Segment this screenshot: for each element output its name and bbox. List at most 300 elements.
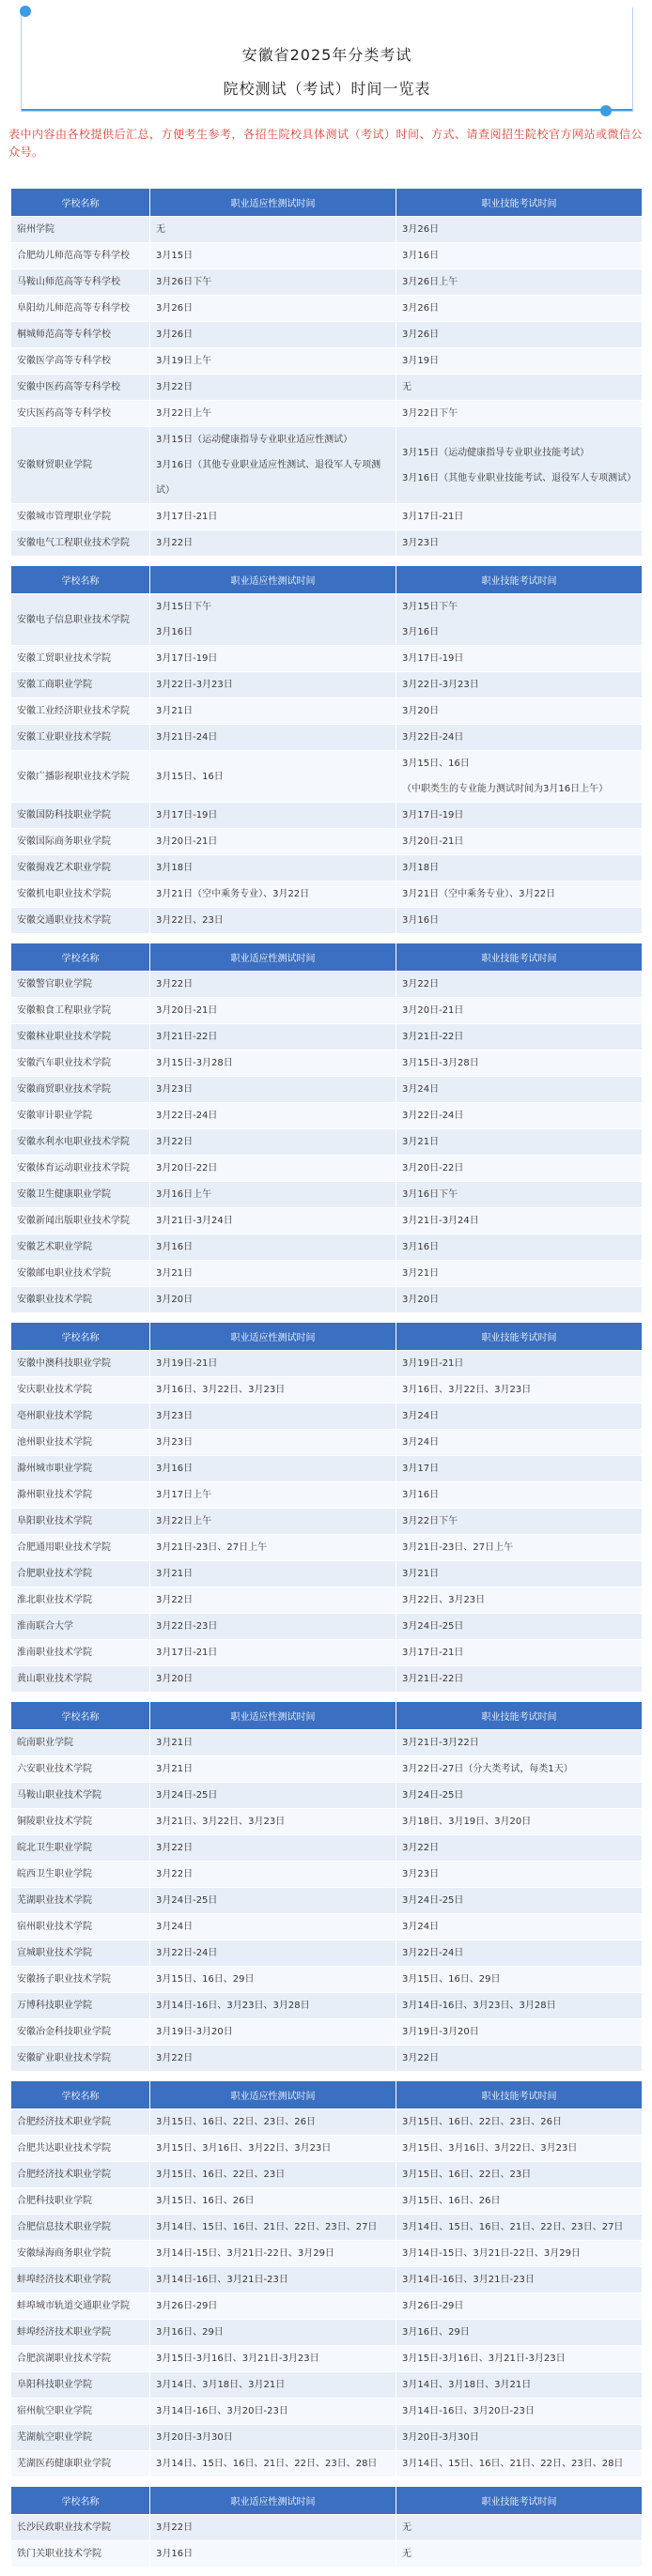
time-text: 3月20日-3月30日	[402, 2432, 479, 2443]
schedule-table	[10, 2486, 643, 2568]
time-text: 3月24日-25日	[402, 1895, 464, 1906]
time-text: 3月14日-15日、3月21日-22日、3月29日	[402, 2248, 581, 2259]
table-row	[11, 2451, 643, 2477]
school-name-cell: 马鞍山师范高等专科学校	[11, 269, 150, 296]
time-text: 3月15日下午	[156, 602, 212, 612]
time-text: 3月18日	[402, 863, 440, 873]
aptitude-test-time-cell	[150, 2267, 396, 2293]
aptitude-test-time-cell	[150, 1967, 396, 1993]
time-text: 3月14日-16日、3月21日-23日	[156, 2275, 288, 2285]
time-text: 3月22日	[402, 1843, 440, 1853]
time-text: 3月22日、3月23日	[402, 1595, 486, 1605]
schedule-table	[10, 188, 643, 557]
time-text: 3月24日	[402, 1411, 440, 1421]
aptitude-test-time-cell	[150, 1261, 396, 1287]
time-text: 3月23日	[156, 1437, 194, 1448]
table-row	[11, 2541, 643, 2568]
skills-exam-time-cell	[396, 1208, 643, 1234]
time-text: 3月14日、15日、16日、21日、22日、23日、28日	[402, 2459, 624, 2469]
table-header-row	[11, 566, 643, 594]
time-text: 3月21日-22日	[402, 1032, 464, 1042]
school-name-cell: 池州职业技术学院	[11, 1430, 150, 1456]
aptitude-test-time-cell	[150, 698, 396, 725]
table-row	[11, 1103, 643, 1129]
time-text: （中职类生的专业能力测试时间为3月16日上午）	[402, 784, 609, 794]
skills-exam-time-cell	[396, 2399, 643, 2425]
table-row	[11, 1156, 643, 1182]
aptitude-test-time-cell	[150, 296, 396, 322]
time-text: 3月16日、3月22日、3月23日	[156, 1385, 286, 1395]
table-row	[11, 2293, 643, 2320]
school-name-cell: 皖西卫生职业学院	[11, 1862, 150, 1888]
time-text: 3月24日-25日	[402, 1790, 464, 1801]
table-row	[11, 672, 643, 698]
time-text: 3月14日-15日、3月21日-22日、3月29日	[156, 2248, 334, 2259]
time-text: 3月20日	[402, 1295, 440, 1305]
page-title: 安徽省2025年分类考试	[241, 46, 412, 64]
table-row	[11, 1456, 643, 1482]
table-row	[11, 1351, 643, 1377]
schedule-tables	[10, 188, 642, 2576]
aptitude-test-time-cell	[150, 322, 396, 348]
aptitude-test-time-cell	[150, 530, 396, 557]
aptitude-test-time-cell	[150, 2109, 396, 2136]
school-name-cell: 宿州学院	[11, 217, 150, 243]
time-text: 3月17日-19日	[156, 653, 218, 664]
skills-exam-time-cell	[396, 322, 643, 348]
title-underline	[22, 109, 632, 111]
aptitude-test-time-cell	[150, 1103, 396, 1129]
table-row	[11, 998, 643, 1024]
column-header: 学校名称	[11, 2487, 150, 2515]
table-row	[11, 1783, 643, 1809]
skills-exam-time-cell	[396, 1050, 643, 1077]
table-row	[11, 908, 643, 934]
time-text: 3月15日、16日、29日	[156, 1974, 255, 1985]
skills-exam-time-cell	[396, 2515, 643, 2541]
aptitude-test-time-cell	[150, 1914, 396, 1940]
time-text: 无	[402, 382, 411, 392]
skills-exam-time-cell	[396, 1783, 643, 1809]
time-text: 3月23日	[156, 1084, 194, 1095]
time-text: 3月21日	[402, 1268, 440, 1279]
aptitude-test-time-cell	[150, 2425, 396, 2451]
aptitude-test-time-cell	[150, 1509, 396, 1535]
column-header: 职业适应性测试时间	[150, 566, 396, 594]
time-text: 3月15日-3月28日	[402, 1058, 479, 1068]
time-text: 3月26日	[156, 330, 194, 340]
column-header: 学校名称	[11, 943, 150, 972]
aptitude-test-time-cell	[150, 1783, 396, 1809]
table-header-row	[11, 1323, 643, 1351]
skills-exam-time-cell	[396, 1156, 643, 1182]
aptitude-test-time-cell	[150, 1993, 396, 2019]
aptitude-test-time-cell	[150, 725, 396, 751]
aptitude-test-time-cell	[150, 348, 396, 375]
skills-exam-time-cell	[396, 2451, 643, 2477]
skills-exam-time-cell	[396, 2346, 643, 2372]
table-row	[11, 1587, 643, 1614]
time-text: 3月22日下午	[402, 408, 458, 419]
skills-exam-time-cell	[396, 829, 643, 855]
time-text: 3月20日-21日	[156, 1005, 218, 1016]
time-text: 3月23日	[156, 1411, 194, 1421]
skills-exam-time-cell	[396, 427, 643, 504]
skills-exam-time-cell	[396, 1756, 643, 1783]
school-name-cell: 安徽国防科技职业学院	[11, 803, 150, 829]
skills-exam-time-cell	[396, 530, 643, 557]
table-row	[11, 2215, 643, 2241]
skills-exam-time-cell	[396, 1482, 643, 1509]
skills-exam-time-cell	[396, 2267, 643, 2293]
table-row	[11, 2019, 643, 2046]
time-text: 3月16日	[402, 251, 440, 261]
time-text: 3月14日、15日、16日、21日、22日、23日、27日	[402, 2222, 624, 2232]
table-row	[11, 1888, 643, 1914]
school-name-cell: 淮北职业技术学院	[11, 1587, 150, 1614]
table-row	[11, 2320, 643, 2346]
table-row	[11, 1535, 643, 1561]
time-text: 3月22日-24日	[402, 1111, 464, 1121]
time-text: 无	[402, 2549, 411, 2559]
aptitude-test-time-cell	[150, 2515, 396, 2541]
aptitude-test-time-cell	[150, 594, 396, 646]
skills-exam-time-cell	[396, 1967, 643, 1993]
table-row	[11, 2046, 643, 2072]
table-row	[11, 751, 643, 803]
time-text: 3月16日	[402, 1242, 440, 1252]
table-row	[11, 2188, 643, 2215]
time-text: 3月14日、15日、16日、21日、22日、23日、28日	[156, 2459, 378, 2469]
aptitude-test-time-cell	[150, 2188, 396, 2215]
aptitude-test-time-cell	[150, 1377, 396, 1403]
school-name-cell: 安徽绿海商务职业学院	[11, 2241, 150, 2267]
skills-exam-time-cell	[396, 2188, 643, 2215]
schedule-table	[10, 2080, 643, 2477]
table-row	[11, 2109, 643, 2136]
column-header: 职业适应性测试时间	[150, 943, 396, 972]
time-text: 3月15日-3月16日、3月21日-3月23日	[402, 2354, 566, 2364]
time-text: 3月14日-16日、3月23日、3月28日	[156, 2001, 310, 2011]
time-text: 3月16日	[156, 1464, 194, 1474]
aptitude-test-time-cell	[150, 269, 396, 296]
aptitude-test-time-cell	[150, 2541, 396, 2568]
corner-dot-icon	[600, 105, 612, 116]
table-row	[11, 1940, 643, 1967]
school-name-cell: 安徽医学高等专科学校	[11, 348, 150, 375]
school-name-cell: 合肥经济技术职业学院	[11, 2109, 150, 2136]
table-row	[11, 829, 643, 855]
table-row	[11, 504, 643, 530]
time-text: 3月23日	[402, 538, 440, 548]
time-text: 3月15日、3月16日、3月22日、3月23日	[156, 2143, 332, 2154]
time-text: 3月23日	[402, 1869, 440, 1879]
table-header-row	[11, 1702, 643, 1730]
time-text: 3月22日	[156, 979, 194, 989]
school-name-cell: 安徽粮食工程职业学院	[11, 998, 150, 1024]
table-row	[11, 2136, 643, 2162]
skills-exam-time-cell	[396, 1403, 643, 1430]
aptitude-test-time-cell	[150, 2215, 396, 2241]
time-text: 3月21日-22日	[156, 1032, 218, 1042]
aptitude-test-time-cell	[150, 2136, 396, 2162]
time-text: 3月16日、3月22日、3月23日	[402, 1385, 532, 1395]
time-text: 3月22日-24日	[156, 1948, 218, 1958]
school-name-cell: 安徽广播影视职业技术学院	[11, 751, 150, 803]
skills-exam-time-cell	[396, 725, 643, 751]
school-name-cell: 马鞍山职业技术学院	[11, 1783, 150, 1809]
table-row	[11, 2267, 643, 2293]
school-name-cell: 合肥职业技术学院	[11, 1561, 150, 1587]
skills-exam-time-cell	[396, 2425, 643, 2451]
time-text: 3月26日上午	[402, 277, 458, 287]
school-name-cell: 阜阳职业技术学院	[11, 1509, 150, 1535]
aptitude-test-time-cell	[150, 1587, 396, 1614]
aptitude-test-time-cell	[150, 2019, 396, 2046]
school-name-cell: 蚌埠经济技术职业学院	[11, 2320, 150, 2346]
time-text: 3月24日-25日	[402, 1621, 464, 1632]
time-text: 3月14日、15日、16日、21日、22日、23日、27日	[156, 2222, 378, 2232]
school-name-cell: 安徽中医药高等专科学校	[11, 375, 150, 401]
time-text: 3月17日-19日	[402, 810, 464, 820]
school-name-cell: 蚌埠城市轨道交通职业学院	[11, 2293, 150, 2320]
aptitude-test-time-cell	[150, 2241, 396, 2267]
time-text: 3月22日	[156, 2053, 194, 2063]
skills-exam-time-cell	[396, 882, 643, 908]
skills-exam-time-cell	[396, 1377, 643, 1403]
school-name-cell: 安徽汽车职业技术学院	[11, 1050, 150, 1077]
skills-exam-time-cell	[396, 1730, 643, 1756]
time-text: 3月26日-29日	[156, 2301, 218, 2311]
time-text: 3月20日-21日	[156, 836, 218, 847]
school-name-cell: 安徽交通职业技术学院	[11, 908, 150, 934]
aptitude-test-time-cell	[150, 1208, 396, 1234]
schedule-table	[10, 565, 643, 934]
school-name-cell: 安徽工贸职业技术学院	[11, 646, 150, 672]
school-name-cell: 宿州职业技术学院	[11, 1914, 150, 1940]
time-text: 3月21日-3月24日	[402, 1216, 479, 1226]
time-text: 3月22日-23日	[156, 1621, 218, 1632]
table-row	[11, 1287, 643, 1313]
time-text: 3月20日	[156, 1295, 194, 1305]
aptitude-test-time-cell	[150, 1666, 396, 1693]
table-header-row	[11, 943, 643, 972]
time-text: 3月19日上午	[156, 356, 212, 366]
table-row	[11, 855, 643, 882]
table-row	[11, 2372, 643, 2399]
time-text: 3月15日	[156, 251, 194, 261]
aptitude-test-time-cell	[150, 1482, 396, 1509]
aptitude-test-time-cell	[150, 829, 396, 855]
school-name-cell: 滁州职业技术学院	[11, 1482, 150, 1509]
school-name-cell: 安庆医药高等专科学校	[11, 401, 150, 427]
table-row	[11, 803, 643, 829]
time-text: 3月17日上午	[156, 1490, 212, 1500]
aptitude-test-time-cell	[150, 1403, 396, 1430]
time-text: 3月21日	[156, 1268, 194, 1279]
table-row	[11, 1403, 643, 1430]
school-name-cell: 安徽工商职业学院	[11, 672, 150, 698]
skills-exam-time-cell	[396, 2293, 643, 2320]
school-name-cell: 安徽林业职业技术学院	[11, 1024, 150, 1050]
school-name-cell: 阜阳科技职业学院	[11, 2372, 150, 2399]
time-text: 3月15日下午	[402, 602, 458, 612]
column-header: 职业适应性测试时间	[150, 2081, 396, 2109]
skills-exam-time-cell	[396, 1888, 643, 1914]
skills-exam-time-cell	[396, 855, 643, 882]
time-text: 3月20日	[156, 1674, 194, 1684]
skills-exam-time-cell	[396, 646, 643, 672]
aptitude-test-time-cell	[150, 1129, 396, 1156]
school-name-cell: 安徽工业职业技术学院	[11, 725, 150, 751]
skills-exam-time-cell	[396, 348, 643, 375]
aptitude-test-time-cell	[150, 1730, 396, 1756]
aptitude-test-time-cell	[150, 646, 396, 672]
aptitude-test-time-cell	[150, 1050, 396, 1077]
school-name-cell: 宣城职业技术学院	[11, 1940, 150, 1967]
aptitude-test-time-cell	[150, 1561, 396, 1587]
table-row	[11, 217, 643, 243]
time-text: 3月22日-24日	[156, 1111, 218, 1121]
time-text: 3月20日-21日	[402, 1005, 464, 1016]
time-text: 3月17日-21日	[156, 1648, 218, 1658]
time-text: 3月15日、16日、29日	[402, 1974, 501, 1985]
school-name-cell: 长沙民政职业技术学院	[11, 2515, 150, 2541]
time-text: 3月14日-16日、3月20日-23日	[402, 2406, 535, 2416]
table-row	[11, 269, 643, 296]
school-name-cell: 安徽警官职业学院	[11, 972, 150, 998]
time-text: 3月22日	[156, 538, 194, 548]
time-text: 3月21日-23日、27日上午	[156, 1542, 268, 1553]
school-name-cell: 桐城师范高等专科学校	[11, 322, 150, 348]
skills-exam-time-cell	[396, 2109, 643, 2136]
time-text: 3月15日、16日	[402, 759, 470, 769]
school-name-cell: 安徽商贸职业技术学院	[11, 1077, 150, 1103]
skills-exam-time-cell	[396, 672, 643, 698]
time-text: 3月15日（运动健康指导专业职业适应性测试）	[156, 435, 353, 445]
skills-exam-time-cell	[396, 296, 643, 322]
table-header-row	[11, 189, 643, 217]
aptitude-test-time-cell	[150, 1862, 396, 1888]
school-name-cell: 安徽财贸职业学院	[11, 427, 150, 504]
table-row	[11, 1809, 643, 1835]
aptitude-test-time-cell	[150, 1182, 396, 1208]
school-name-cell: 皖北卫生职业学院	[11, 1835, 150, 1862]
time-text: 3月19日-21日	[156, 1358, 218, 1369]
time-text: 3月21日（空中乘务专业）、3月22日	[402, 889, 556, 899]
school-name-cell: 铁门关职业技术学院	[11, 2541, 150, 2568]
time-text: 3月22日-3月23日	[402, 680, 479, 690]
column-header: 职业技能考试时间	[396, 2487, 643, 2515]
skills-exam-time-cell	[396, 1234, 643, 1261]
corner-dot-icon	[20, 6, 31, 17]
skills-exam-time-cell	[396, 1940, 643, 1967]
school-name-cell: 合肥通用职业技术学院	[11, 1535, 150, 1561]
school-name-cell: 滁州城市职业学院	[11, 1456, 150, 1482]
time-text: 3月22日	[402, 2053, 440, 2063]
time-text: 3月22日上午	[156, 1516, 212, 1526]
time-text: 3月22日下午	[402, 1516, 458, 1526]
column-header: 职业技能考试时间	[396, 2081, 643, 2109]
time-text: 3月26日下午	[156, 277, 212, 287]
table-row	[11, 1509, 643, 1535]
time-text: 3月21日（空中乘务专业）、3月22日	[156, 889, 310, 899]
school-name-cell: 安徽城市管理职业学院	[11, 504, 150, 530]
skills-exam-time-cell	[396, 2215, 643, 2241]
time-text: 3月20日-22日	[156, 1163, 218, 1173]
aptitude-test-time-cell	[150, 2046, 396, 2072]
skills-exam-time-cell	[396, 375, 643, 401]
time-text: 3月21日、3月22日、3月23日	[156, 1817, 286, 1827]
table-row	[11, 1182, 643, 1208]
table-row	[11, 646, 643, 672]
time-text: 3月17日	[402, 1464, 440, 1474]
time-text: 3月21日-23日、27日上午	[402, 1542, 514, 1553]
aptitude-test-time-cell	[150, 1614, 396, 1640]
column-header: 职业技能考试时间	[396, 943, 643, 972]
table-row	[11, 1756, 643, 1783]
aptitude-test-time-cell	[150, 1430, 396, 1456]
schedule-table	[10, 1701, 643, 2072]
aptitude-test-time-cell	[150, 882, 396, 908]
skills-exam-time-cell	[396, 751, 643, 803]
skills-exam-time-cell	[396, 594, 643, 646]
skills-exam-time-cell	[396, 908, 643, 934]
time-text: 3月21日-3月22日	[402, 1738, 479, 1748]
school-name-cell: 芜湖职业技术学院	[11, 1888, 150, 1914]
school-name-cell: 合肥滨湖职业技术学院	[11, 2346, 150, 2372]
aptitude-test-time-cell	[150, 427, 396, 504]
school-name-cell: 合肥经济技术职业学院	[11, 2162, 150, 2188]
time-text: 3月21日-24日	[156, 732, 218, 743]
table-row	[11, 348, 643, 375]
school-name-cell: 安徽电气工程职业技术学院	[11, 530, 150, 557]
column-header: 学校名称	[11, 1323, 150, 1351]
time-text: 无	[156, 224, 165, 235]
aptitude-test-time-cell	[150, 375, 396, 401]
school-name-cell: 安徽新闻出版职业技术学院	[11, 1208, 150, 1234]
aptitude-test-time-cell	[150, 1888, 396, 1914]
school-name-cell: 安徽工业经济职业技术学院	[11, 698, 150, 725]
table-row	[11, 427, 643, 504]
skills-exam-time-cell	[396, 2541, 643, 2568]
aptitude-test-time-cell	[150, 972, 396, 998]
table-row	[11, 375, 643, 401]
table-row	[11, 1993, 643, 2019]
time-text: 3月26日	[402, 330, 440, 340]
aptitude-test-time-cell	[150, 243, 396, 269]
time-text: 3月21日	[156, 706, 194, 716]
time-text: 3月16日	[156, 2549, 194, 2559]
skills-exam-time-cell	[396, 1914, 643, 1940]
school-name-cell: 安徽水利水电职业技术学院	[11, 1129, 150, 1156]
time-text: 3月18日	[156, 863, 194, 873]
time-text: 3月16日	[156, 627, 194, 637]
column-header: 职业适应性测试时间	[150, 189, 396, 217]
time-text: 3月16日下午	[402, 1189, 458, 1200]
school-name-cell: 蚌埠经济技术职业学院	[11, 2267, 150, 2293]
column-header: 职业技能考试时间	[396, 1323, 643, 1351]
skills-exam-time-cell	[396, 1261, 643, 1287]
aptitude-test-time-cell	[150, 803, 396, 829]
column-header: 职业适应性测试时间	[150, 1702, 396, 1730]
time-text: 3月15日、16日	[156, 771, 224, 782]
school-name-cell: 安徽电子信息职业技术学院	[11, 594, 150, 646]
time-text: 3月15日、16日、26日	[402, 2196, 501, 2206]
aptitude-test-time-cell	[150, 1940, 396, 1967]
time-text: 3月18日、3月19日、3月20日	[402, 1817, 532, 1827]
school-name-cell: 淮南联合大学	[11, 1614, 150, 1640]
